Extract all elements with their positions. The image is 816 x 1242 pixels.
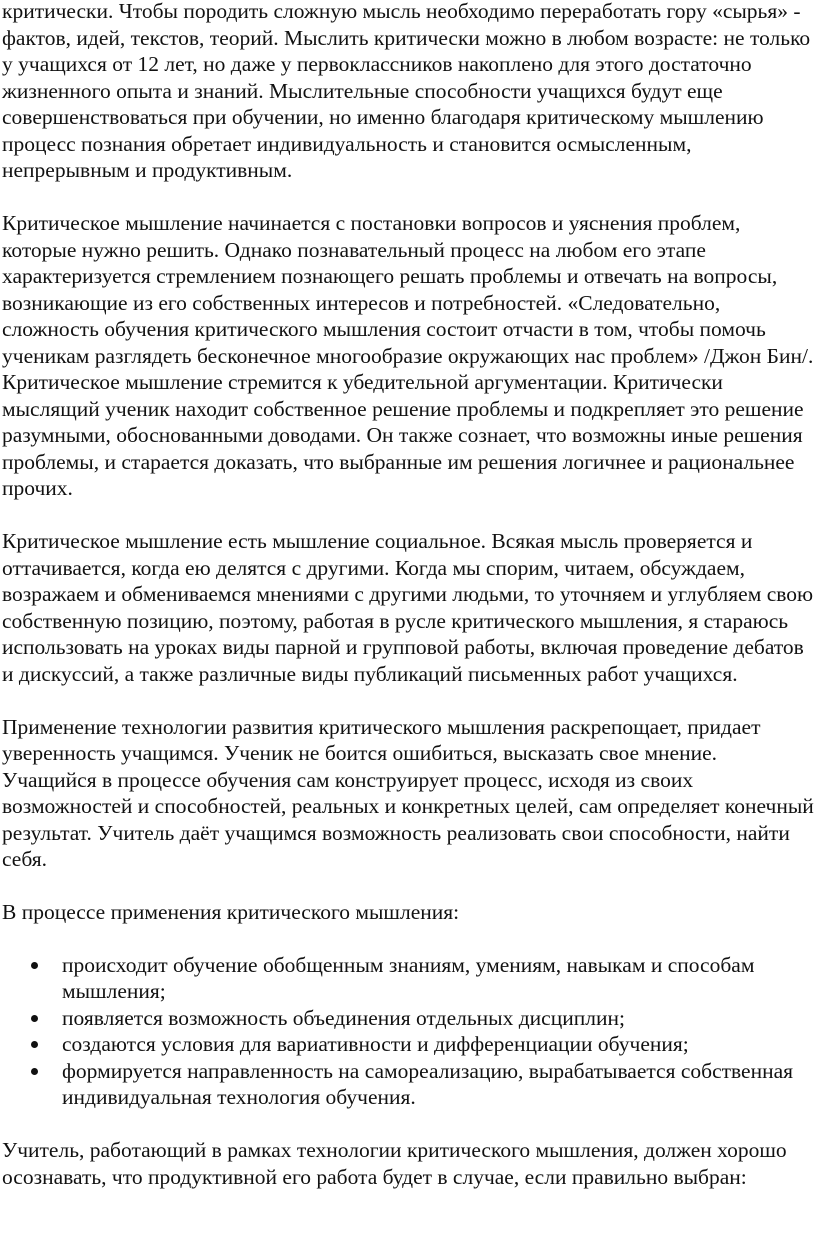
- bullet-icon: [31, 1015, 38, 1022]
- bullet-list: [2, 926, 816, 1111]
- list-item: [2, 1005, 816, 1032]
- paragraph-process-intro: В процессе применения критического мышления:: [2, 900, 460, 924]
- bullet-icon: [31, 962, 38, 969]
- paragraph-critical-thinking-intro: критически. Чтобы породить сложную мысль необходимо переработать гору «сырья» - фактов, идей, текстов, теорий. Мыслить критически можно в любом возрасте: не только у учащихся от 12 лет, но даже у первоклассников накоплено для этого достаточно жизненного опыта и знаний. Мыслительные способности учащихся будут еще совершенствоваться при обучении, но именно благодаря критическому мышлению процесс познания обретает индивидуальность и становится осмысленным, непрерывным и продуктивным.: [2, 0, 811, 182]
- bullet-icon: [31, 1068, 38, 1075]
- list-item: [2, 952, 816, 1005]
- bullet-icon: [31, 1041, 38, 1048]
- paragraph-social-thinking: Критическое мышление есть мышление социальное. Всякая мысль проверяется и оттачивается, когда ею делятся с другими. Когда мы спорим, читаем, обсуждаем, возражаем и обмениваемся мнениями с другими людьми, то уточняем и углубляем свою собственную позицию, поэтому, работая в русле критического мышления, я стараюсь использовать на уроках виды парной и групповой работы, включая проведение дебатов и дискуссий, а также различные виды публикаций письменных работ учащихся.: [2, 529, 814, 686]
- list-item-text: создаются условия для вариативности и дифференциации обучения;: [62, 1032, 689, 1056]
- paragraph-questions-and-problems: Критическое мышление начинается с постановки вопросов и уяснения проблем, которые нужно решить. Однако познавательный процесс на любом его этапе характеризуется стремлением познающего решать проблемы и отвечать на вопросы, возникающие из его собственных интересов и потребностей. «Следовательно, сложность обучения критического мышления состоит отчасти в том, чтобы помочь ученикам разглядеть бесконечное многообразие окружающих нас проблем» /Джон Бин/. Критическое мышление стремится к убедительной аргументации. Критически мыслящий ученик находит собственное решение проблемы и подкрепляет это решение разумными, обоснованными доводами. Он также сознает, что возможны иные решения проблемы, и старается доказать, что выбранные им решения логичнее и рациональнее прочих.: [2, 211, 814, 500]
- list-item: [2, 1031, 816, 1058]
- list-item-text: формируется направленность на самореализацию, вырабатывается собственная индивидуальная технология обучения.: [62, 1058, 794, 1109]
- list-item-text: появляется возможность объединения отдельных дисциплин;: [62, 1005, 625, 1030]
- list-item-text: происходит обучение обобщенным знаниям, умениям, навыкам и способам мышления;: [62, 952, 755, 1003]
- list-item: [2, 1058, 816, 1111]
- paragraph-technology-benefits: Применение технологии развития критического мышления раскрепощает, придает уверенность учащимся. Ученик не боится ошибиться, высказать свое мнение. Учащийся в процессе обучения сам конструирует процесс, исходя из своих возможностей и способностей, реальных и конкретных целей, сам определяет конечный результат. Учитель даёт учащимся возможность реализовать свои способности, найти себя.: [2, 714, 814, 871]
- paragraph-teacher-closing: Учитель, работающий в рамках технологии критического мышления, должен хорошо осознавать, что продуктивной его работа будет в случае, если правильно выбран:: [2, 1138, 787, 1189]
